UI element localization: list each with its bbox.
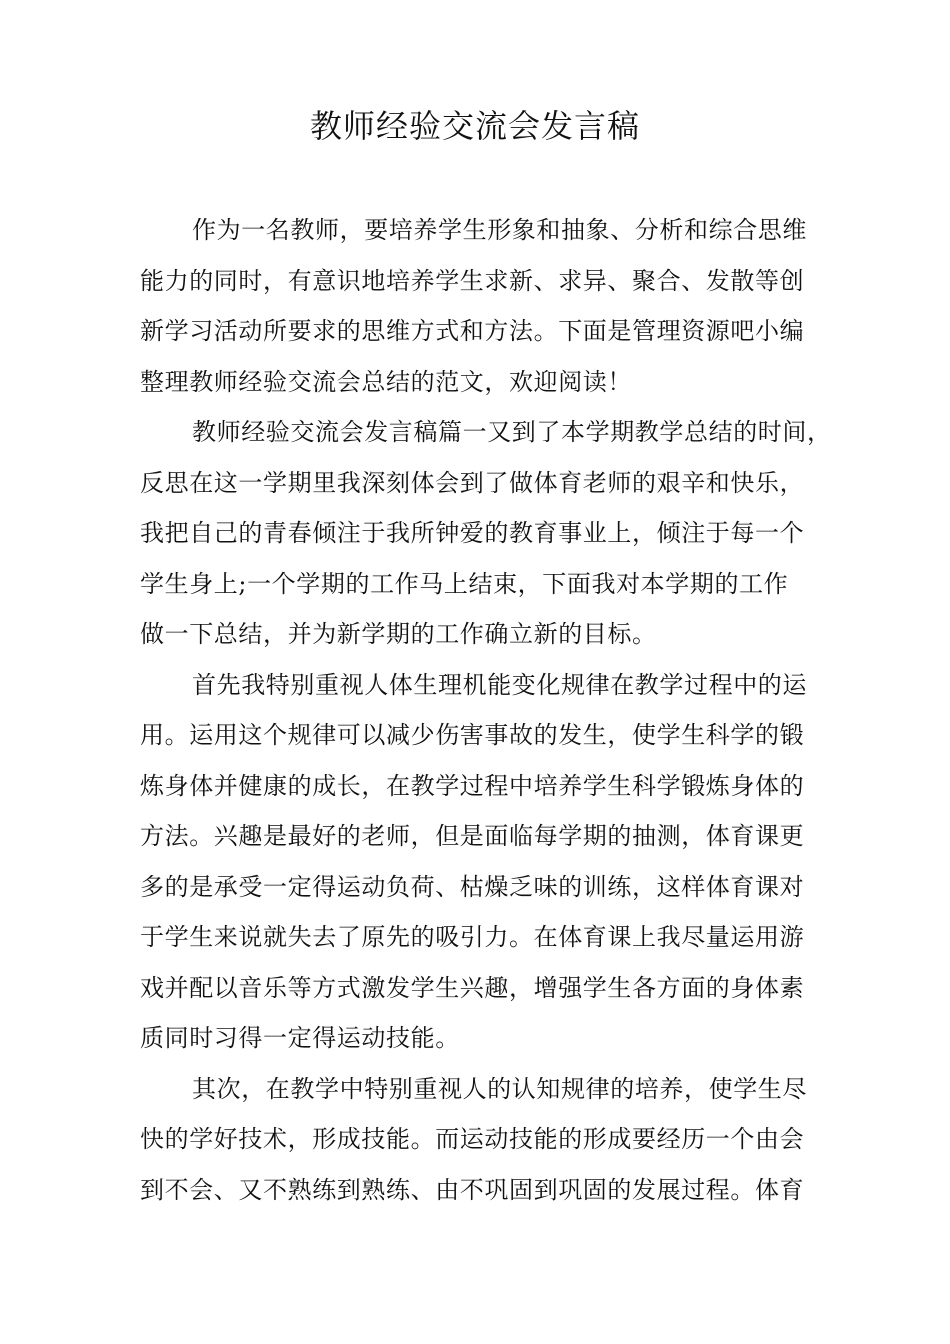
text-line: 作为一名教师，要培养学生形象和抽象、分析和综合思维 xyxy=(192,216,807,244)
text-line: 到不会、又不熟练到熟练、由不巩固到巩固的发展过程。体育 xyxy=(140,1175,805,1204)
paragraph-first-point xyxy=(140,660,840,1064)
text-line: 我把自己的青春倾注于我所钟爱的教育事业上，倾注于每一个 xyxy=(140,519,805,547)
paragraph-part-one xyxy=(140,407,840,660)
text-line: 方法。兴趣是最好的老师，但是面临每学期的抽测，体育课更 xyxy=(140,822,805,850)
text-line: 快的学好技术，形成技能。而运动技能的形成要经历一个由会 xyxy=(140,1125,805,1153)
text-line: 炼身体并健康的成长，在教学过程中培养学生科学锻炼身体的 xyxy=(140,771,805,800)
text-line: 其次，在教学中特别重视人的认知规律的培养，使学生尽 xyxy=(192,1074,807,1103)
document-title: 教师经验交流会发言稿 xyxy=(309,107,640,145)
text-line: 于学生来说就失去了原先的吸引力。在体育课上我尽量运用游 xyxy=(140,923,805,951)
text-line: 质同时习得一定得运动技能。 xyxy=(140,1024,460,1052)
text-line: 做一下总结，并为新学期的工作确立新的目标。 xyxy=(140,620,657,648)
paragraph-second-point xyxy=(140,1064,840,1216)
text-line: 整理教师经验交流会总结的范文，欢迎阅读！ xyxy=(140,367,632,396)
text-line: 新学习活动所要求的思维方式和方法。下面是管理资源吧小编 xyxy=(140,317,805,345)
text-line: 戏并配以音乐等方式激发学生兴趣，增强学生各方面的身体素 xyxy=(140,973,805,1002)
text-line: 多的是承受一定得运动负荷、枯燥乏味的训练，这样体育课对 xyxy=(140,872,805,901)
text-line: 能力的同时，有意识地培养学生求新、求异、聚合、发散等创 xyxy=(140,266,805,295)
text-line: 首先我特别重视人体生理机能变化规律在教学过程中的运 xyxy=(192,670,807,699)
text-line: 教师经验交流会发言稿篇一又到了本学期教学总结的时间， xyxy=(192,418,832,446)
text-line: 学生身上;一个学期的工作马上结束，下面我对本学期的工作 xyxy=(140,569,789,598)
paragraph-intro xyxy=(140,205,840,407)
document-body xyxy=(140,205,840,1215)
text-line: 用。运用这个规律可以减少伤害事故的发生，使学生科学的锻 xyxy=(140,721,805,749)
text-line: 反思在这一学期里我深刻体会到了做体育老师的艰辛和快乐， xyxy=(140,468,805,497)
